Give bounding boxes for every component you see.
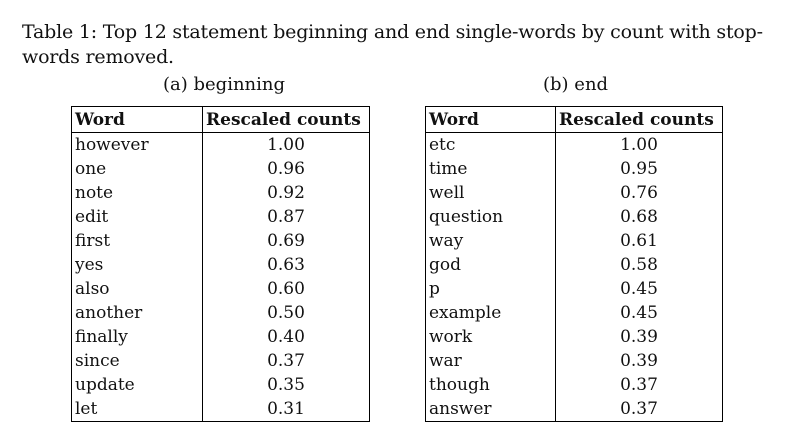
count-cell: 0.37 (556, 397, 723, 422)
count-cell: 0.87 (203, 205, 370, 229)
table-row (72, 133, 370, 158)
counts-column-header: Rescaled counts (556, 107, 723, 133)
count-cell: 0.92 (203, 181, 370, 205)
count-cell: 0.37 (556, 373, 723, 397)
count-cell: 0.68 (556, 205, 723, 229)
count-cell: 1.00 (203, 133, 370, 158)
word-cell: yes (72, 253, 203, 277)
word-cell: etc (426, 133, 556, 158)
table-row (426, 229, 723, 253)
word-cell: question (426, 205, 556, 229)
header-row (426, 107, 723, 133)
word-cell: since (72, 349, 203, 373)
table-row (426, 349, 723, 373)
count-cell: 0.39 (556, 325, 723, 349)
word-column-header: Word (426, 107, 556, 133)
count-cell: 0.40 (203, 325, 370, 349)
count-cell: 0.63 (203, 253, 370, 277)
table-row (426, 397, 723, 422)
count-cell: 0.60 (203, 277, 370, 301)
table-row (72, 181, 370, 205)
count-cell: 0.31 (203, 397, 370, 422)
word-cell: let (72, 397, 203, 422)
table-row (426, 373, 723, 397)
table-caption: Table 1: Top 12 statement beginning and end single-words by count with stop-words removed. (22, 21, 763, 68)
table-row (72, 301, 370, 325)
beginning-words-table (71, 106, 370, 422)
count-cell: 0.45 (556, 301, 723, 325)
table-row (426, 301, 723, 325)
table-row (426, 181, 723, 205)
count-cell: 0.96 (203, 157, 370, 181)
table-row (426, 205, 723, 229)
table-row (426, 325, 723, 349)
count-cell: 0.61 (556, 229, 723, 253)
count-cell: 1.00 (556, 133, 723, 158)
word-cell: edit (72, 205, 203, 229)
table-row (426, 157, 723, 181)
word-cell: one (72, 157, 203, 181)
word-cell: p (426, 277, 556, 301)
count-cell: 0.45 (556, 277, 723, 301)
header-row (72, 107, 370, 133)
word-cell: however (72, 133, 203, 158)
table-row (72, 325, 370, 349)
table-row (426, 253, 723, 277)
word-cell: finally (72, 325, 203, 349)
subcaption-end: (b) end (543, 74, 609, 95)
table-row (72, 373, 370, 397)
table-row (72, 277, 370, 301)
count-cell: 0.50 (203, 301, 370, 325)
subcaption-beginning: (a) beginning (163, 74, 286, 95)
end-words-table (425, 106, 723, 422)
table-row (426, 277, 723, 301)
table-row (72, 157, 370, 181)
count-cell: 0.76 (556, 181, 723, 205)
word-cell: another (72, 301, 203, 325)
count-cell: 0.37 (203, 349, 370, 373)
word-cell: work (426, 325, 556, 349)
table-row (72, 349, 370, 373)
word-cell: way (426, 229, 556, 253)
word-column-header: Word (72, 107, 203, 133)
word-cell: note (72, 181, 203, 205)
word-cell: first (72, 229, 203, 253)
word-cell: update (72, 373, 203, 397)
count-cell: 0.69 (203, 229, 370, 253)
word-cell: answer (426, 397, 556, 422)
count-cell: 0.35 (203, 373, 370, 397)
word-cell: god (426, 253, 556, 277)
table-row (72, 229, 370, 253)
table-row (72, 397, 370, 422)
word-cell: also (72, 277, 203, 301)
word-cell: war (426, 349, 556, 373)
table-row (426, 133, 723, 158)
count-cell: 0.58 (556, 253, 723, 277)
count-cell: 0.39 (556, 349, 723, 373)
word-cell: though (426, 373, 556, 397)
counts-column-header: Rescaled counts (203, 107, 370, 133)
table-row (72, 205, 370, 229)
word-cell: well (426, 181, 556, 205)
word-cell: example (426, 301, 556, 325)
word-cell: time (426, 157, 556, 181)
count-cell: 0.95 (556, 157, 723, 181)
table-row (72, 253, 370, 277)
